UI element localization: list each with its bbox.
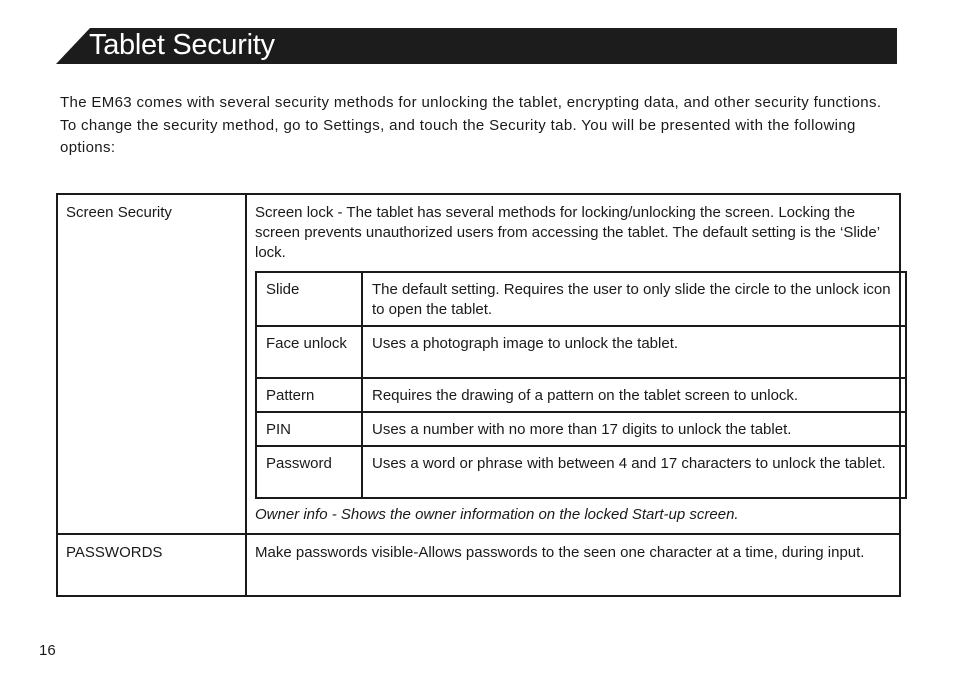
lock-methods-table xyxy=(255,271,907,499)
screen-security-cell xyxy=(246,194,900,534)
lock-method-description: Uses a word or phrase with between 4 and 17 characters to unlock the tablet. xyxy=(362,446,906,498)
lock-method-description: The default setting. Requires the user to only slide the circle to the unlock icon to open the tablet. xyxy=(362,272,906,326)
lock-method-name: PIN xyxy=(256,412,362,446)
page-number: 16 xyxy=(39,642,56,659)
lock-method-name: Password xyxy=(256,446,362,498)
lock-method-description: Requires the drawing of a pattern on the tablet screen to unlock. xyxy=(362,378,906,412)
passwords-description: Make passwords visible-Allows passwords to the seen one character at a time, during input. xyxy=(246,534,900,596)
lock-method-row-slide xyxy=(256,272,906,326)
lock-method-row-pattern xyxy=(256,378,906,412)
lock-method-description: Uses a photograph image to unlock the tablet. xyxy=(362,326,906,378)
screen-lock-description: Screen lock - The tablet has several methods for locking/unlocking the screen. Locking the screen prevents unauthorized users from accessing the tablet. The default setting is the ‘Slide’ lock. xyxy=(255,204,880,261)
lock-method-name: Pattern xyxy=(256,378,362,412)
lock-method-description: Uses a number with no more than 17 digits to unlock the tablet. xyxy=(362,412,906,446)
lock-method-row-password xyxy=(256,446,906,498)
passwords-label: PASSWORDS xyxy=(57,534,246,596)
table-row-passwords xyxy=(57,534,900,596)
table-row-screen-security xyxy=(57,194,900,534)
lock-method-name: Slide xyxy=(256,272,362,326)
page-title: Tablet Security xyxy=(89,29,275,61)
owner-info-note: Owner info - Shows the owner information on the locked Start-up screen. xyxy=(255,506,739,523)
lock-method-row-pin xyxy=(256,412,906,446)
intro-paragraph: The EM63 comes with several security methods for unlocking the tablet, encrypting data, and other security functions. To change the security method, go to Settings, and touch the Security tab. You will be presented with the following options: xyxy=(60,94,882,156)
lock-method-name: Face unlock xyxy=(256,326,362,378)
lock-method-row-face-unlock xyxy=(256,326,906,378)
security-options-table xyxy=(56,193,901,597)
screen-security-label: Screen Security xyxy=(57,194,246,534)
